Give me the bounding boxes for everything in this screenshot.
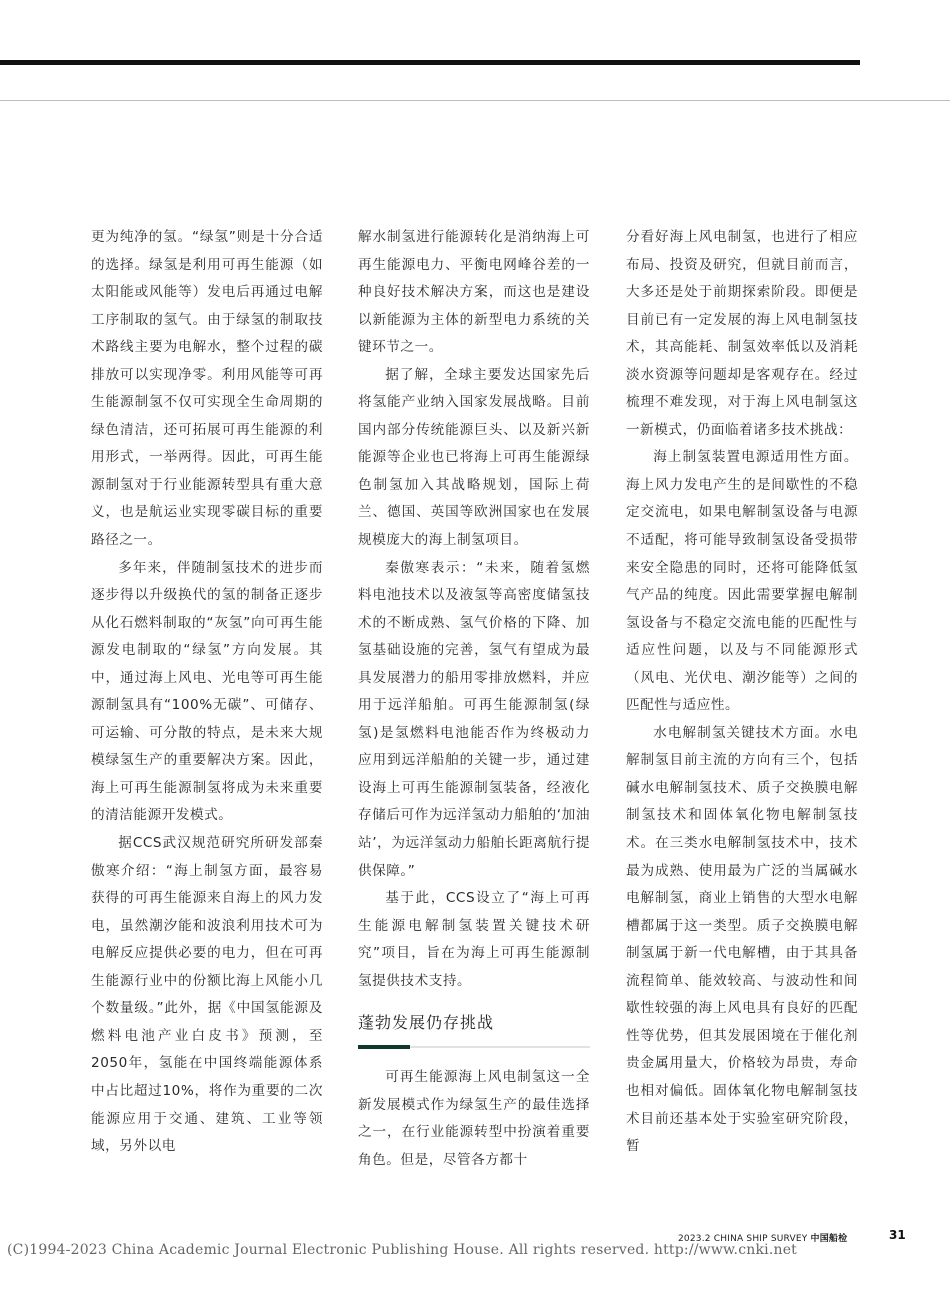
text-column-3 xyxy=(626,224,858,1161)
section-heading: 蓬勃发展仍存挑战 xyxy=(358,1013,495,1033)
paragraph: 海上制氢装置电源适用性方面。海上风力发电产生的是间歇性的不稳定交流电，如果电解制氢设备与电源不适配，将可能导致制氢设备受损带来安全隐患的同时，还将可能降低氢气产品的纯度。因此需要掌握电解制氢设备与不稳定交流电能的匹配性与适应性问题，以及与不同能源形式（风电、光伏电、潮汐能等）之间的匹配性与适应性。 xyxy=(626,449,858,714)
section-heading-underline xyxy=(358,1046,590,1048)
paragraph: 更为纯净的氢。“绿氢”则是十分合适的选择。绿氢是利用可再生能源（如太阳能或风能等）发电后再通过电解工序制取的氢气。由于绿氢的制取技术路线主要为电解水，整个过程的碳排放可以实现净零。利用风能等可再生能源制氢不仅可实现全生命周期的绿色清洁，还可拓展可再生能源的利用形式，一举两得。因此，可再生能源制氢对于行业能源转型具有重大意义，也是航运业实现零碳目标的重要路径之一。 xyxy=(91,229,323,549)
text-column-2 xyxy=(358,224,590,1175)
paragraph: 多年来，伴随制氢技术的进步而逐步得以升级换代的氢的制备正逐步从化石燃料制取的“灰氢”向可再生能源发电制取的“绿氢”方向发展。其中，通过海上风电、光电等可再生能源制氢具有“100%无碳”、可储存、可运输、可分散的特点，是未来大规模绿氢生产的重要解决方案。因此，海上可再生能源制氢将成为未来重要的清洁能源开发模式。 xyxy=(91,559,323,824)
paragraph: 基于此，CCS设立了“海上可再生能源电解制氢装置关键技术研究”项目，旨在为海上可再生能源制氢提供技术支持。 xyxy=(358,890,590,989)
footer-journal-cn: 中国船检 xyxy=(810,1234,848,1244)
footer-journal-en: CHINA SHIP SURVEY xyxy=(713,1234,808,1244)
paragraph: 秦傲寒表示：“未来，随着氢燃料电池技术以及液氢等高密度储氢技术的不断成熟、氢气价格的下降、加氢基础设施的完善，氢气有望成为最具发展潜力的船用零排放燃料，并应用于远洋船舶。可再生能源制氢(绿氢)是氢燃料电池能否作为终极动力应用到远洋船舶的关键一步，通过建设海上可再生能源制氢装备，经液化存储后可作为远洋氢动力船舶的‘加油站’，为远洋氢动力船舶长距离航行提供保障。” xyxy=(358,559,590,879)
paragraph: 可再生能源海上风电制氢这一全新发展模式作为绿氢生产的最佳选择之一，在行业能源转型中扮演着重要角色。但是，尽管各方都十 xyxy=(358,1069,590,1168)
text-column-1 xyxy=(91,224,323,1161)
paragraph: 解水制氢进行能源转化是消纳海上可再生能源电力、平衡电网峰谷差的一种良好技术解决方案，而这也是建设以新能源为主体的新型电力系统的关键环节之一。 xyxy=(358,229,590,356)
header-rule-thin xyxy=(0,100,950,101)
footer-issue: 2023.2 xyxy=(678,1234,711,1244)
paragraph: 水电解制氢关键技术方面。水电解制氢目前主流的方向有三个，包括碱水电解制氢技术、质子交换膜电解制氢技术和固体氧化物电解制氢技术。在三类水电解制氢技术中，技术最为成熟、使用最为广泛的当属碱水电解制氢，商业上销售的大型水电解槽都属于这一类型。质子交换膜电解制氢属于新一代电解槽，由于其具备流程简单、能效较高、与波动性和间歇性较强的海上风电具有良好的匹配性等优势，但其发展困境在于催化剂贵金属用量大，价格较为昂贵，寿命也相对偏低。固体氧化物电解制氢技术目前还基本处于实验室研究阶段，暂 xyxy=(626,724,858,1155)
header-rule-thick xyxy=(0,60,860,65)
paragraph: 分看好海上风电制氢，也进行了相应布局、投资及研究，但就目前而言，大多还是处于前期探索阶段。即便是目前已有一定发展的海上风电制氢技术，其高能耗、制氢效率低以及消耗淡水资源等问题却是客观存在。经过梳理不难发现，对于海上风电制氢这一新模式，仍面临着诸多技术挑战： xyxy=(626,229,858,438)
paragraph: 据CCS武汉规范研究所研发部秦傲寒介绍：“海上制氢方面，最容易获得的可再生能源来自海上的风力发电，虽然潮汐能和波浪利用技术可为电解反应提供必要的电力，但在可再生能源行业中的份额比海上风能小几个数量级。”此外，据《中国氢能源及燃料电池产业白皮书》预测，至2050年，氢能在中国终端能源体系中占比超过10%，将作为重要的二次能源应用于交通、建筑、工业等领域，另外以电 xyxy=(91,835,323,1155)
page-number: 31 xyxy=(889,1228,906,1242)
copyright-watermark: (C)1994-2023 China Academic Journal Electronic Publishing House. All rights reserved. http://www.cnki.net xyxy=(7,1242,798,1258)
paragraph: 据了解，全球主要发达国家先后将氢能产业纳入国家发展战略。目前国内部分传统能源巨头、以及新兴新能源等企业也已将海上可再生能源绿色制氢加入其战略规划，国际上荷兰、德国、英国等欧洲国家也在发展规模庞大的海上制氢项目。 xyxy=(358,366,590,549)
